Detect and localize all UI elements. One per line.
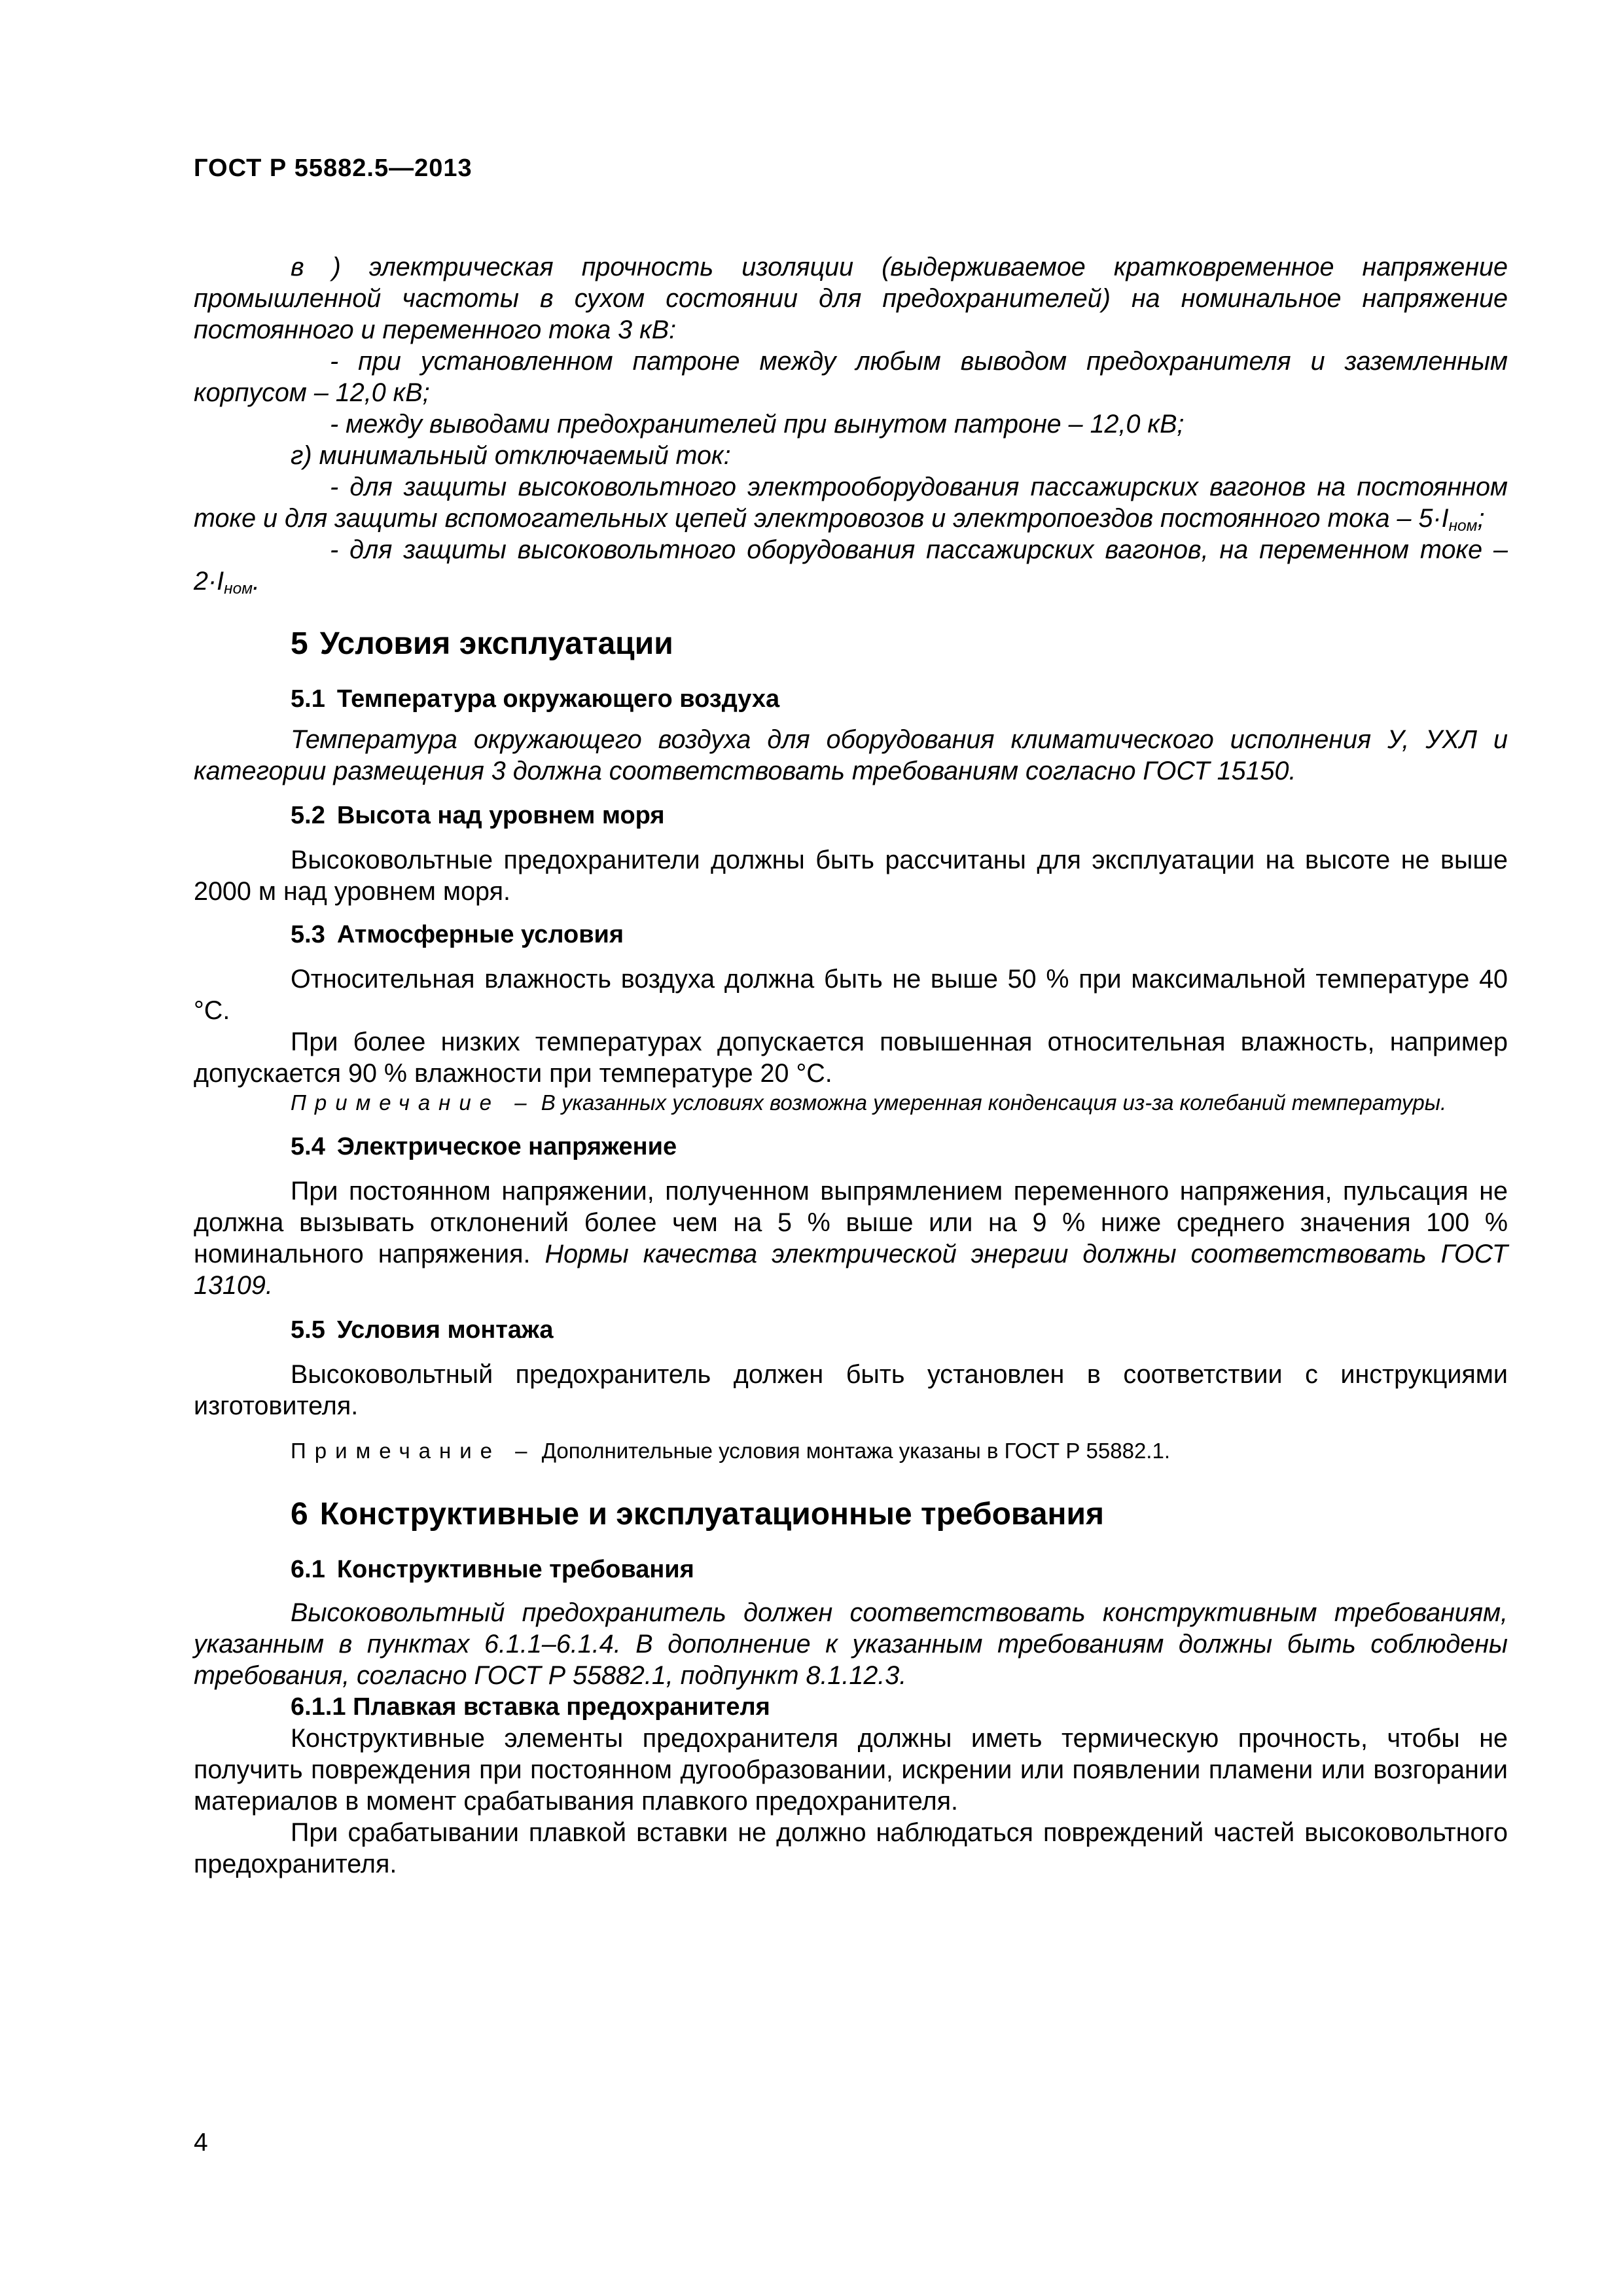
section-6-1-1-text-2: При срабатывании плавкой вставки не должно наблюдаться повреждений частей высоковольтного предохранителя. bbox=[194, 1818, 1508, 1878]
subscript-nom: ном bbox=[224, 580, 253, 598]
section-number: 6.1 bbox=[291, 1556, 325, 1583]
note-label: Примечание – bbox=[291, 1439, 536, 1463]
item-g-sub2-end: . bbox=[253, 567, 260, 596]
item-g: г) минимальный отключаемый ток: bbox=[291, 441, 731, 470]
section-title: Атмосферные условия bbox=[336, 921, 624, 948]
section-5-4-text-italic: Нормы качества электрической энергии должны соответствовать ГОСТ 13109. bbox=[194, 1240, 1508, 1300]
section-6-1-1-heading bbox=[194, 1691, 1508, 1723]
section-title: Условия монтажа bbox=[336, 1316, 554, 1344]
section-number: 5.3 bbox=[291, 921, 325, 948]
section-title: Конструктивные требования bbox=[336, 1556, 694, 1583]
section-6-1-1-text-1: Конструктивные элементы предохранителя должны иметь термическую прочность, чтобы не получить повреждения при постоянном дугообразовании, искрении или появлении пламени или возгорании материалов в момент срабатывания плавкого предохранителя. bbox=[194, 1724, 1508, 1816]
section-title: Температура окружающего воздуха bbox=[336, 685, 780, 713]
section-5-heading bbox=[194, 624, 1508, 664]
section-5-5-note bbox=[194, 1437, 1508, 1465]
item-g-sub1-text: - для защиты высоковольтного электрооборудования пассажирских вагонов на постоянном токе и для защиты вспомогательных цепей электровозов и электропоездов постоянного тока – 5·I bbox=[194, 473, 1508, 533]
item-g-sub1-end: ; bbox=[1477, 504, 1485, 533]
subscript-nom: ном bbox=[1448, 517, 1478, 535]
section-6-heading bbox=[194, 1495, 1508, 1534]
note-text: Дополнительные условия монтажа указаны в ГОСТ Р 55882.1. bbox=[541, 1439, 1170, 1463]
item-g-sub1 bbox=[194, 471, 1508, 534]
document-header: ГОСТ Р 55882.5—2013 bbox=[194, 154, 473, 182]
section-number: 6 bbox=[291, 1497, 308, 1532]
section-number: 5.5 bbox=[291, 1316, 325, 1344]
note-label: Примечание – bbox=[291, 1090, 535, 1115]
section-title: Плавкая вставка предохранителя bbox=[353, 1693, 770, 1721]
section-5-2-text: Высоковольтные предохранители должны быть рассчитаны для эксплуатации на высоте не выше 2000 м над уровнем моря. bbox=[194, 846, 1508, 906]
section-5-1-heading bbox=[194, 683, 1508, 715]
section-5-4-text-regular: При постоянном напряжении, полученном выпрямлением переменного напряжения, пульсация не должна вызывать отклонений более чем на 5 % выше или на 9 % ниже среднего значения 100 % номинального напряжения. bbox=[194, 1177, 1508, 1268]
item-g-sub2 bbox=[194, 534, 1508, 597]
section-5-4-heading bbox=[194, 1131, 1508, 1162]
item-v: в ) электрическая прочность изоляции (выдерживаемое кратковременное напряжение промышленной частоты в сухом состоянии для предохранителей) на номинальное напряжение постоянного и переменного тока 3 кВ: bbox=[194, 253, 1508, 344]
section-title: Высота над уровнем моря bbox=[336, 802, 665, 829]
document-body bbox=[194, 251, 1508, 1880]
section-title: Конструктивные и эксплуатационные требования bbox=[319, 1497, 1104, 1532]
section-6-1-heading bbox=[194, 1554, 1508, 1585]
item-v-sub1: - при установленном патроне между любым выводом предохранителя и заземленным корпусом – 12,0 кВ; bbox=[194, 347, 1508, 407]
section-number: 5.2 bbox=[291, 802, 325, 829]
section-5-3-note bbox=[194, 1089, 1508, 1117]
section-number: 5.1 bbox=[291, 685, 325, 713]
item-g-sub2-text: - для защиты высоковольтного оборудования пассажирских вагонов, на переменном токе – 2·I bbox=[194, 535, 1508, 596]
section-5-4-text bbox=[194, 1175, 1508, 1301]
section-5-5-heading bbox=[194, 1314, 1508, 1346]
section-5-2-heading bbox=[194, 800, 1508, 831]
section-number: 5.4 bbox=[291, 1133, 325, 1160]
page-number: 4 bbox=[194, 2128, 208, 2157]
section-title: Электрическое напряжение bbox=[336, 1133, 677, 1160]
section-5-3-heading bbox=[194, 919, 1508, 950]
section-5-5-text: Высоковольтный предохранитель должен быть установлен в соответствии с инструкциями изготовителя. bbox=[194, 1360, 1508, 1420]
section-5-3-text-1: Относительная влажность воздуха должна быть не выше 50 % при максимальной температуре 40 °С. bbox=[194, 965, 1508, 1025]
section-6-1-text: Высоковольтный предохранитель должен соответствовать конструктивным требованиям, указанным в пунктах 6.1.1–6.1.4. В дополнение к указанным требованиям должны быть соблюдены требования, согласно ГОСТ Р 55882.1, подпункт 8.1.12.3. bbox=[194, 1598, 1508, 1690]
section-number: 6.1.1 bbox=[291, 1693, 346, 1721]
section-5-1-text: Температура окружающего воздуха для оборудования климатического исполнения У, УХЛ и категории размещения 3 должна соответствовать требованиям согласно ГОСТ 15150. bbox=[194, 725, 1508, 785]
section-5-3-text-2: При более низких температурах допускается повышенная относительная влажность, например допускается 90 % влажности при температуре 20 °С. bbox=[194, 1028, 1508, 1088]
section-number: 5 bbox=[291, 626, 308, 661]
item-v-sub2: - между выводами предохранителей при вынутом патроне – 12,0 кВ; bbox=[330, 410, 1185, 439]
section-title: Условия эксплуатации bbox=[319, 626, 673, 661]
note-text: В указанных условиях возможна умеренная конденсация из-за колебаний температуры. bbox=[541, 1090, 1447, 1115]
